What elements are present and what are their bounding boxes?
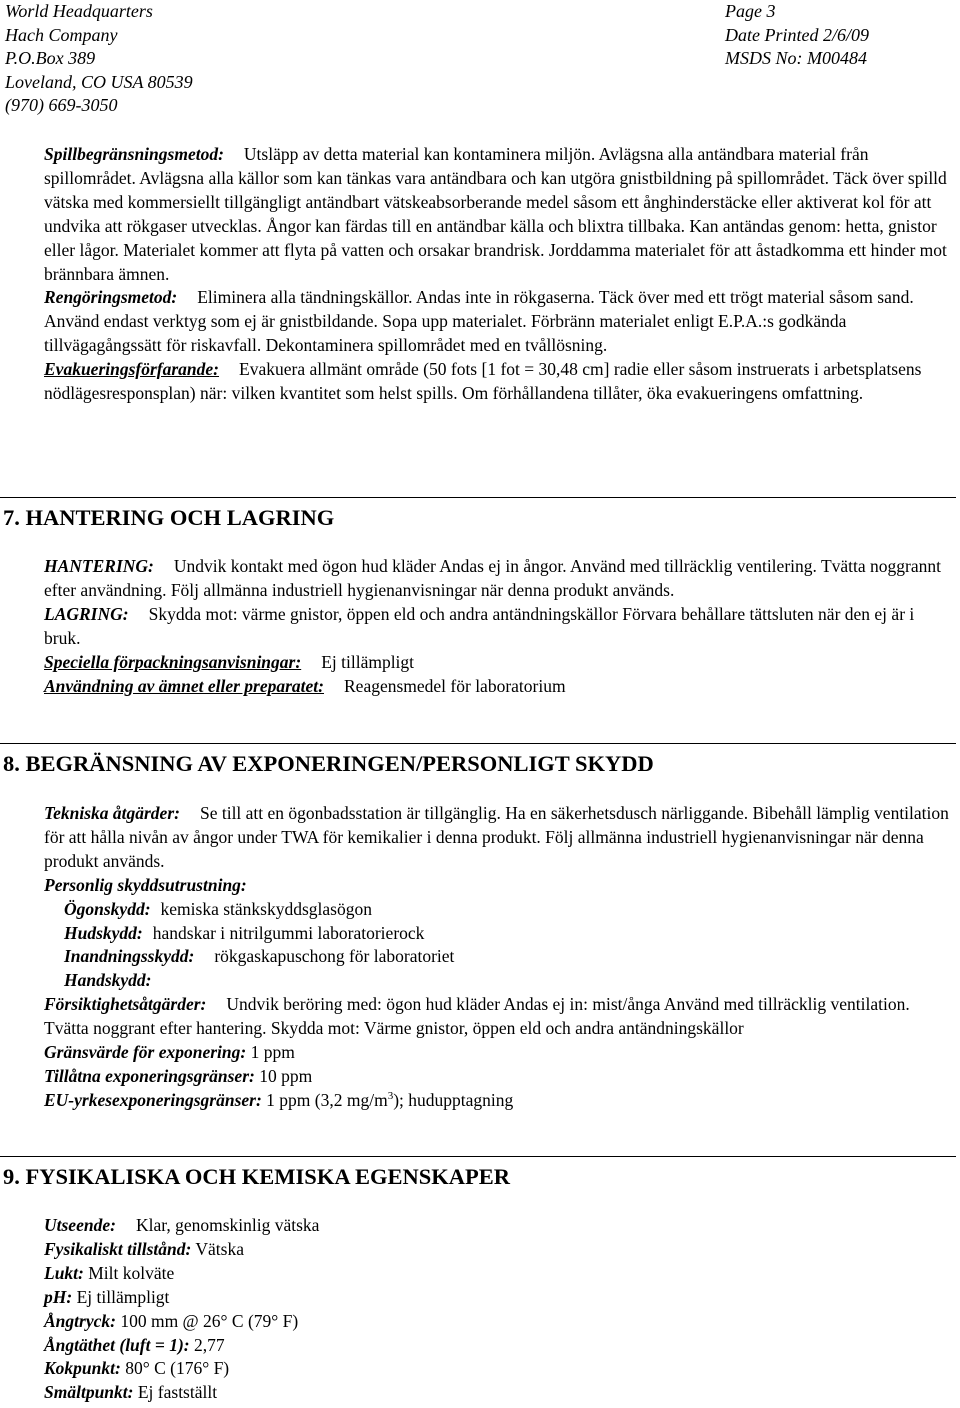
precautions-paragraph: [44, 993, 954, 1041]
property-row: [44, 1310, 954, 1334]
property-label: Fysikaliskt tillstånd:: [44, 1238, 192, 1259]
handling-paragraph: [44, 555, 954, 603]
use-label: Användning av ämnet eller preparatet:: [44, 675, 324, 696]
property-value: Vätska: [195, 1238, 244, 1259]
section-divider: [0, 743, 956, 744]
eye-protection-line: [44, 898, 954, 922]
property-label: Kokpunkt:: [44, 1358, 121, 1379]
precautions-text: Undvik beröring med: ögon hud kläder Andas ej in: mist/ånga Använd med tillräcklig ventilation. Tvätta noggrant efter hantering. Skydda mot: Värme gnistor, öppen eld och andra antändningskällor: [44, 994, 910, 1039]
eu-limits-value: 1 ppm (3,2 mg/m: [266, 1089, 388, 1110]
section-8-body: [44, 802, 954, 1113]
technical-measures-paragraph: [44, 802, 954, 874]
po-box: P.O.Box 389: [5, 48, 96, 69]
hand-protection-label: Handskydd:: [64, 970, 152, 991]
technical-measures-text: Se till att en ögonbadsstation är tillgänglig. Ha en säkerhetsdusch närliggande. Bibehåll lämplig ventilation för att hålla nivån av ångor under TWA för kemikalier i denna produkt. Följ allmänna industriell hygienanvisningar när denna produkt används.: [44, 803, 949, 871]
respiratory-protection-line: [44, 945, 954, 969]
cleanup-label: Rengöringsmetod:: [44, 287, 178, 308]
allowed-limits-label: Tillåtna exponeringsgränser:: [44, 1065, 255, 1086]
section-6-continuation: [44, 143, 954, 406]
property-value: 100 mm @ 26° C (79° F): [120, 1310, 299, 1331]
section-8-title: 8. BEGRÄNSNING AV EXPONERINGEN/PERSONLIGT SKYDD: [3, 751, 654, 776]
section-divider: [0, 497, 956, 498]
evacuation-label: Evakueringsförfarande:: [44, 359, 220, 380]
company-address-block: [5, 0, 193, 118]
handling-label: HANTERING:: [44, 556, 154, 576]
storage-paragraph: [44, 603, 954, 651]
property-row: [44, 1286, 954, 1310]
property-row: [44, 1381, 954, 1405]
handling-text: Undvik kontakt med ögon hud kläder Andas ej in ångor. Använd med tillräcklig ventilering. Tvätta noggrannt efter användning. Följ allmänna industriell hygienanvisningar när denna produkt används.: [44, 556, 941, 600]
storage-label: LAGRING:: [44, 603, 129, 624]
property-value: 80° C (176° F): [125, 1358, 230, 1379]
document-meta-block: [725, 0, 869, 71]
cleanup-paragraph: [44, 286, 954, 358]
packaging-label: Speciella förpackningsanvisningar:: [44, 651, 302, 672]
ppe-label: Personlig skyddsutrustning:: [44, 874, 247, 895]
respiratory-protection-label: Inandningsskydd:: [64, 946, 195, 967]
page-number: Page 3: [725, 1, 776, 21]
eu-limits-suffix: ); hudupptagning: [393, 1089, 514, 1110]
skin-protection-line: [44, 922, 954, 946]
property-row: [44, 1214, 954, 1238]
exposure-limit-value: 1 ppm: [250, 1042, 295, 1063]
property-label: Ångtryck:: [44, 1310, 116, 1331]
cleanup-text: Eliminera alla tändningskällor. Andas inte in rökgaserna. Täck över med ett trögt material såsom sand. Använd endast verktyg som ej är gnistbildande. Sopa upp materialet. Förbränn materialet enligt E.P.A.:s godkända tillvägagångssätt för riskavfall. Dekontaminera spillområdet med en tvållösning.: [44, 287, 914, 356]
section-9-body: [44, 1214, 954, 1405]
property-label: Utseende:: [44, 1215, 116, 1235]
property-row: [44, 1262, 954, 1286]
technical-measures-label: Tekniska åtgärder:: [44, 803, 180, 823]
section-9-title: 9. FYSIKALISKA OCH KEMISKA EGENSKAPER: [3, 1164, 510, 1189]
hand-protection-line: [44, 969, 954, 993]
evacuation-text: Evakuera allmänt område (50 fots [1 fot = 30,48 cm] radie eller såsom instruerats i arbetsplatsens nödlägesresponsplan) när: vilken kvantitet som helst spills. Om förhållandena tillåter, öka evakueringens omfattning.: [44, 359, 922, 404]
packaging-paragraph: [44, 651, 954, 675]
section-7-body: [44, 555, 954, 698]
property-value: Klar, genomskinlig vätska: [135, 1215, 320, 1235]
city-line: Loveland, CO USA 80539: [5, 71, 193, 92]
allowed-limits-line: [44, 1065, 954, 1089]
property-value: Ej tillämpligt: [76, 1286, 170, 1307]
property-value: Ej fastställt: [137, 1382, 218, 1403]
company-name: Hach Company: [5, 24, 118, 45]
section-divider: [0, 1156, 956, 1157]
property-label: Ångtäthet (luft = 1):: [44, 1334, 190, 1355]
spill-text: Utsläpp av detta material kan kontaminera miljön. Avlägsna alla antändbara material från spillområdet. Avlägsna alla källor som kan tänkas vara antändbara och kan utgöra gnistbildning på spillområdet. Täck över spilld vätska med kommersiellt tillgängligt antändbart vätskeabsorberande medel såsom ett ånghinderstäcke eller aktiverat kol för att undvika att rökgaser utvecklas. Ångor kan färdas till en antändbar källa och blixtra tillbaka. Kan antändas genom: hetta, gnistor eller lågor. Materialet kommer att flyta på vatten och orsakar brandrisk. Jorddamma materialet för att åstadkomma ett hinder mot brännbara ämnen.: [44, 144, 947, 284]
property-label: pH:: [44, 1286, 73, 1307]
skin-protection-label: Hudskydd:: [64, 922, 143, 943]
exposure-limit-line: [44, 1041, 954, 1065]
packaging-text: Ej tillämpligt: [321, 651, 415, 672]
eu-limits-line: [44, 1089, 954, 1113]
property-value: 2,77: [193, 1334, 225, 1355]
ppe-heading: [44, 874, 954, 898]
property-value: Milt kolväte: [88, 1262, 175, 1283]
property-label: Smältpunkt:: [44, 1382, 134, 1403]
precautions-label: Försiktighetsåtgärder:: [44, 994, 207, 1015]
allowed-limits-value: 10 ppm: [259, 1065, 313, 1086]
evacuation-paragraph: [44, 358, 954, 406]
eye-protection-text: kemiska stänkskyddsglasögon: [160, 898, 372, 919]
property-row: [44, 1357, 954, 1381]
date-printed: Date Printed 2/6/09: [725, 24, 869, 45]
spill-containment-paragraph: [44, 143, 954, 286]
property-row: [44, 1238, 954, 1262]
skin-protection-text: handskar i nitrilgummi laboratorierock: [152, 922, 425, 943]
spill-label: Spillbegränsningsmetod:: [44, 144, 224, 164]
property-label: Lukt:: [44, 1262, 84, 1283]
eu-limits-label: EU-yrkesexponeringsgränser:: [44, 1089, 262, 1110]
phone-number: (970) 669-3050: [5, 95, 118, 116]
property-row: [44, 1334, 954, 1358]
use-text: Reagensmedel för laboratorium: [344, 675, 566, 696]
use-paragraph: [44, 675, 954, 699]
eu-limits-superscript: 3: [387, 1090, 394, 1103]
headquarters-line: World Headquarters: [5, 1, 153, 21]
exposure-limit-label: Gränsvärde för exponering:: [44, 1042, 247, 1063]
section-7-title: 7. HANTERING OCH LAGRING: [3, 505, 335, 530]
storage-text: Skydda mot: värme gnistor, öppen eld och andra antändningskällor Förvara behållare tättsluten när den ej är i bruk.: [44, 603, 915, 648]
eye-protection-label: Ögonskydd:: [64, 898, 151, 919]
respiratory-protection-text: rökgaskapuschong för laboratoriet: [214, 946, 455, 967]
msds-number: MSDS No: M00484: [725, 48, 867, 69]
